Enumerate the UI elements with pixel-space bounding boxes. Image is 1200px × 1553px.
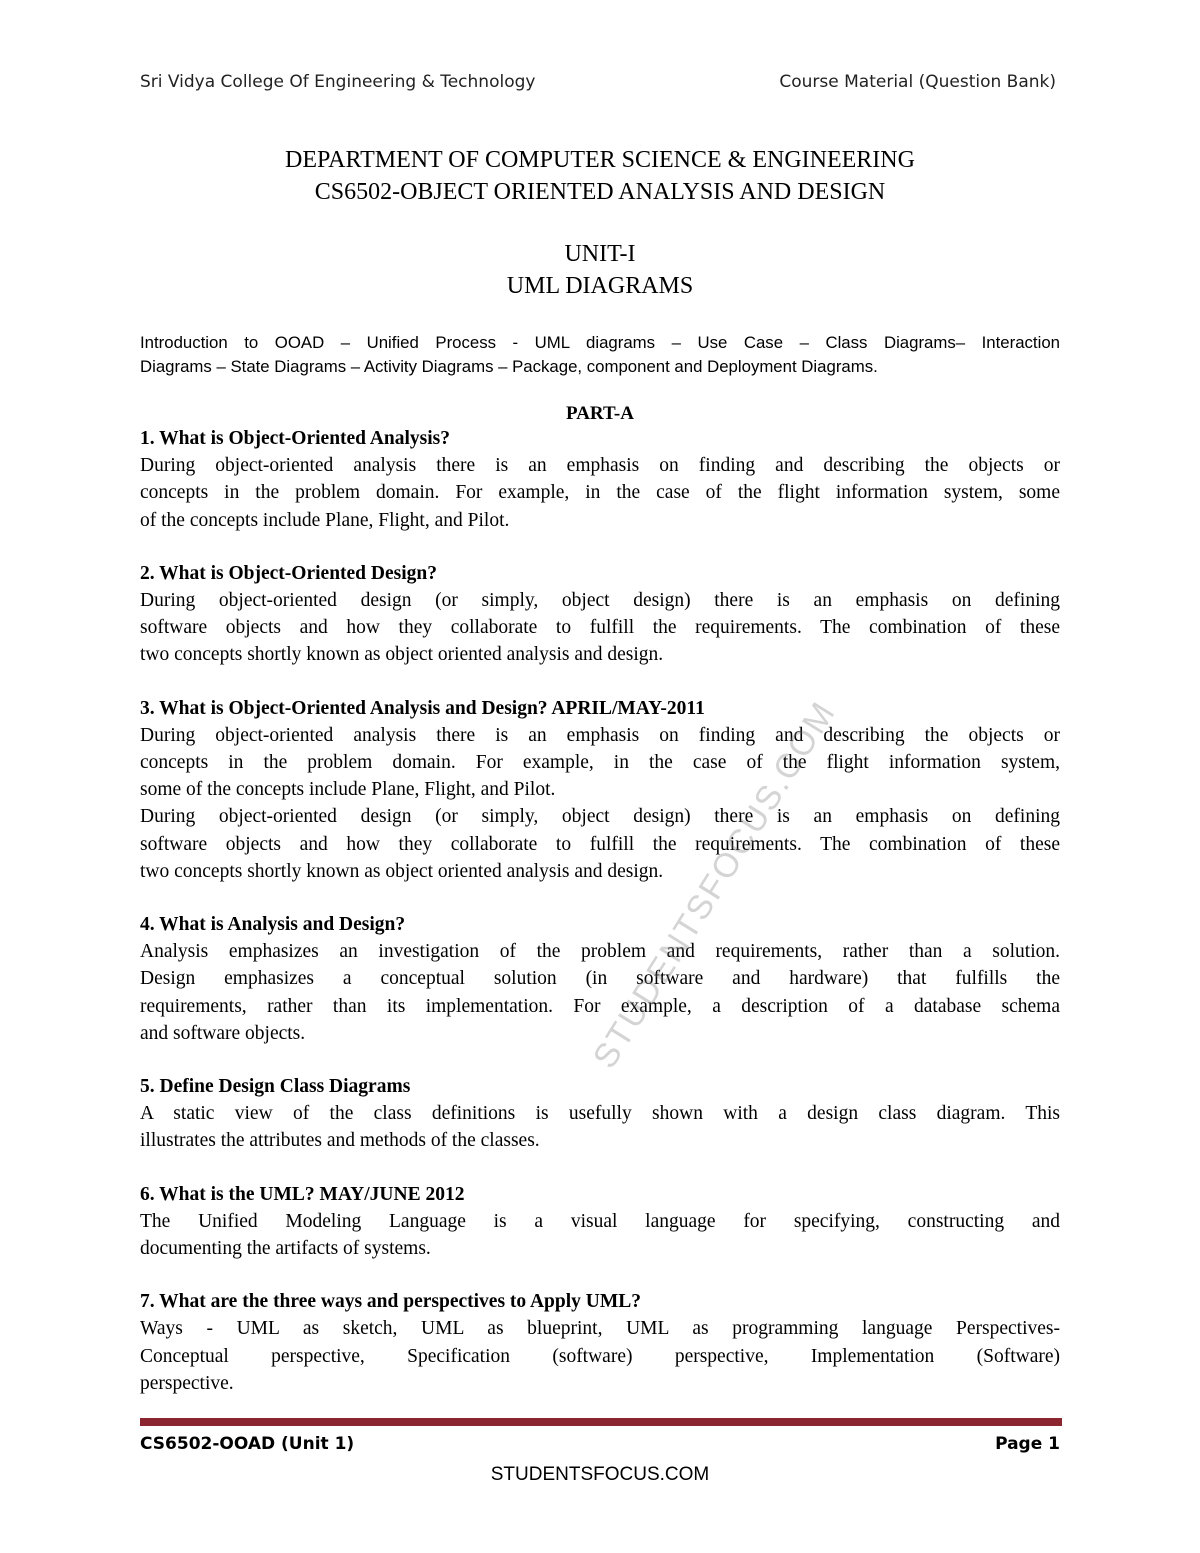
question-block [140, 1181, 1060, 1263]
answer-line: illustrates the attributes and methods of the classes. [140, 1130, 540, 1152]
answer-line: During object-oriented design (or simply, object design) there is an emphasis on defining [140, 590, 1060, 612]
answer-line: A static view of the class definitions is usefully shown with a design class diagram. This [140, 1103, 1060, 1125]
answer-line: Design emphasizes a conceptual solution (in software and hardware) that fulfills the [140, 968, 1060, 990]
course-title: CS6502-OBJECT ORIENTED ANALYSIS AND DESIGN [314, 179, 886, 205]
answer-line: Conceptual perspective, Specification (software) perspective, Implementation (Software) [140, 1345, 1060, 1367]
questions-list [140, 425, 1060, 1423]
answer-line: and software objects. [140, 1022, 306, 1044]
question-block [140, 425, 1060, 534]
question-block [140, 1288, 1060, 1397]
question-title: 5. Define Design Class Diagrams [140, 1076, 411, 1098]
answer-line: two concepts shortly known as object oriented analysis and design. [140, 644, 664, 666]
question-title: 7. What are the three ways and perspectives to Apply UML? [140, 1291, 642, 1313]
answer-line: requirements, rather than its implementation. For example, a description of a database schema [140, 995, 1060, 1017]
question-title: 6. What is the UML? MAY/JUNE 2012 [140, 1183, 465, 1205]
watermark: STUDENTSFOCUS.COM [585, 694, 844, 1076]
syllabus-line: Diagrams – State Diagrams – Activity Diagrams – Package, component and Deployment Diagrams. [140, 357, 878, 376]
unit-number: UNIT-I [564, 241, 636, 267]
answer-line: some of the concepts include Plane, Flight, and Pilot. [140, 779, 556, 801]
answer-line: During object-oriented analysis there is an emphasis on finding and describing the objects or [140, 724, 1060, 746]
answer-line: perspective. [140, 1372, 234, 1394]
answer-line: software objects and how they collaborate to fulfill the requirements. The combination of these [140, 617, 1060, 639]
unit-name: UML DIAGRAMS [506, 273, 694, 299]
footer-unit-label: CS6502-OOAD (Unit 1) [140, 1434, 355, 1454]
unit-block [140, 238, 1060, 302]
header-college-name: Sri Vidya College Of Engineering & Technology [140, 72, 536, 92]
answer-line: concepts in the problem domain. For example, in the case of the flight information system, [140, 752, 1060, 774]
syllabus-line: Introduction to OOAD – Unified Process - UML diagrams – Use Case – Class Diagrams– Interaction [140, 333, 1060, 352]
question-title: 3. What is Object-Oriented Analysis and Design? APRIL/MAY-2011 [140, 697, 705, 719]
title-block [140, 144, 1060, 208]
question-title: 1. What is Object-Oriented Analysis? [140, 428, 451, 449]
syllabus [140, 331, 1060, 379]
answer-line: two concepts shortly known as object oriented analysis and design. [140, 860, 664, 882]
answer-line: Ways - UML as sketch, UML as blueprint, UML as programming language Perspectives- [140, 1318, 1060, 1340]
header-course-material: Course Material (Question Bank) [779, 72, 1056, 92]
question-block [140, 911, 1060, 1047]
answer-line: During object-oriented design (or simply, object design) there is an emphasis on defining [140, 806, 1060, 828]
answer-line: documenting the artifacts of systems. [140, 1238, 431, 1260]
question-title: 2. What is Object-Oriented Design? [140, 562, 437, 584]
question-block [140, 560, 1060, 669]
answer-line: During object-oriented analysis there is an emphasis on finding and describing the objects or [140, 455, 1060, 477]
answer-line: of the concepts include Plane, Flight, and Pilot. [140, 509, 510, 531]
question-block [140, 1073, 1060, 1155]
department-title: DEPARTMENT OF COMPUTER SCIENCE & ENGINEERING [285, 147, 915, 173]
answer-line: The Unified Modeling Language is a visual language for specifying, constructing and [140, 1210, 1060, 1232]
answer-line: concepts in the problem domain. For example, in the case of the flight information system, some [140, 482, 1060, 504]
footer-rule [140, 1418, 1062, 1426]
question-title: 4. What is Analysis and Design? [140, 914, 406, 936]
footer-site-name: STUDENTSFOCUS.COM [490, 1464, 710, 1485]
footer-page-number: Page 1 [995, 1434, 1060, 1454]
answer-line: Analysis emphasizes an investigation of the problem and requirements, rather than a solution. [140, 941, 1060, 963]
answer-line: software objects and how they collaborate to fulfill the requirements. The combination of these [140, 833, 1060, 855]
question-block [140, 695, 1060, 885]
part-heading: PART-A [566, 403, 634, 424]
